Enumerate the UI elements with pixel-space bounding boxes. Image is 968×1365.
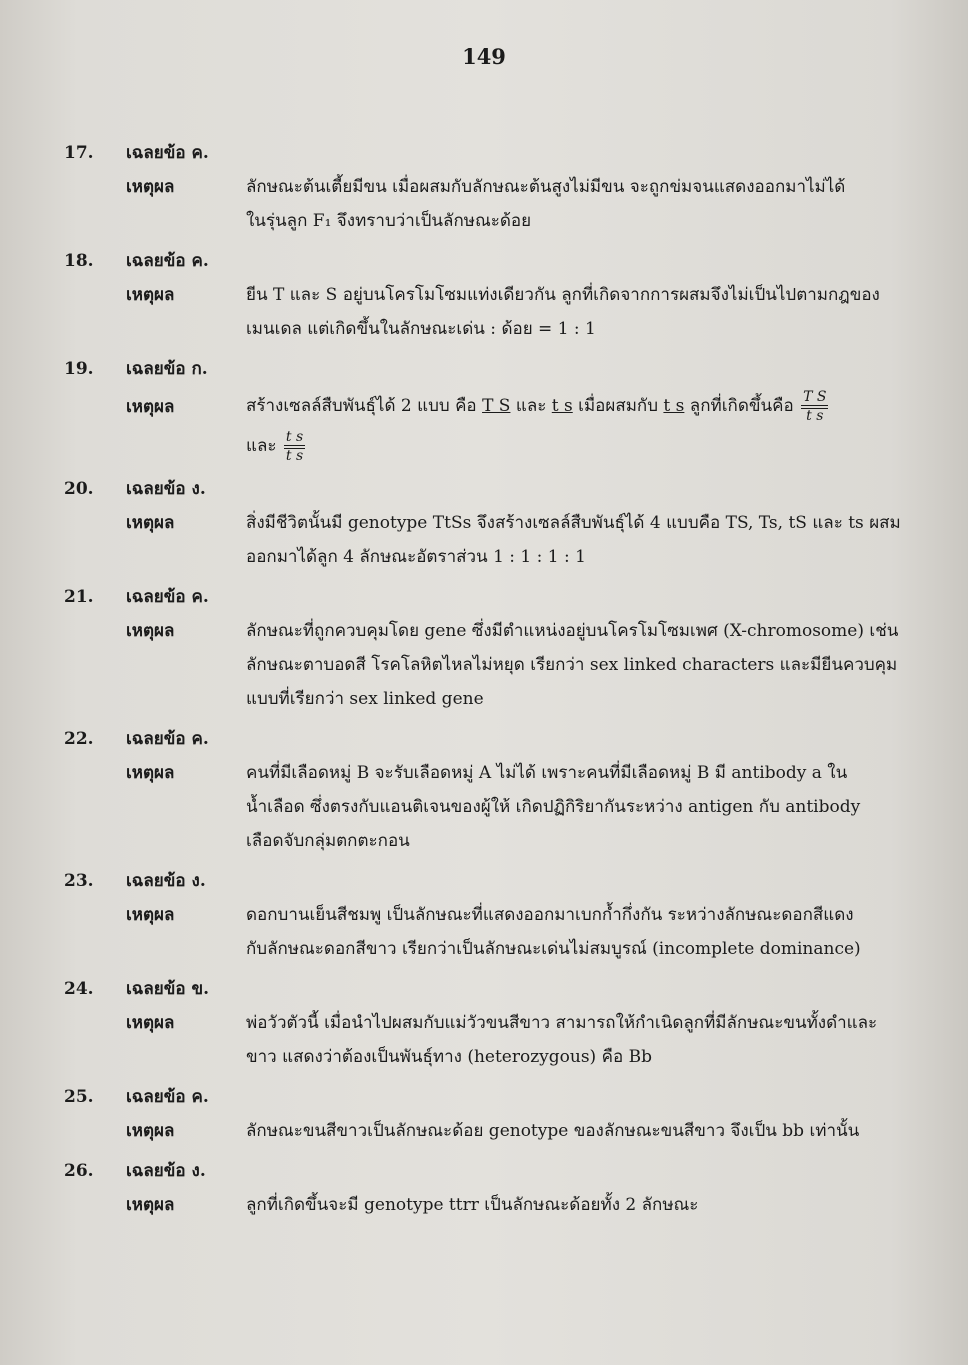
entry-number: 22. bbox=[64, 729, 94, 749]
reason-fragment: เมื่อผสมกับ bbox=[578, 396, 659, 416]
reason-line: ยีน T และ S อยู่บนโครโมโซมแท่งเดียวกัน ลูกที่เกิดจากการผสมจึงไม่เป็นไปตามกฎของ bbox=[246, 285, 880, 305]
entry-number: 17. bbox=[64, 143, 94, 163]
gamete-genotype: t s bbox=[551, 396, 573, 416]
answer-entry bbox=[64, 722, 914, 858]
answer-entry bbox=[64, 136, 914, 238]
reason-line: ดอกบานเย็นสีชมพู เป็นลักษณะที่แสดงออกมาเบกก้ำกึ่งกัน ระหว่างลักษณะดอกสีแดง bbox=[246, 905, 854, 925]
reason-fragment: และ bbox=[246, 436, 277, 456]
answer-label: เฉลยข้อ ข. bbox=[126, 979, 210, 999]
reason-text bbox=[246, 386, 914, 466]
entry-number: 19. bbox=[64, 359, 94, 379]
answer-label: เฉลยข้อ ค. bbox=[126, 143, 209, 163]
fraction-top: t s bbox=[285, 428, 304, 445]
reason-line: ในรุ่นลูก F₁ จึงทราบว่าเป็นลักษณะด้อย bbox=[246, 211, 532, 231]
reason-text bbox=[246, 278, 914, 346]
reason-line: สิ่งมีชีวิตนั้นมี genotype TtSs จึงสร้างเซลล์สืบพันธุ์ได้ 4 แบบคือ TS, Ts, tS และ ts ผสม bbox=[246, 513, 901, 533]
answer-entry bbox=[64, 352, 914, 466]
reason-fragment: สร้างเซลล์สืบพันธุ์ได้ 2 แบบ คือ bbox=[246, 396, 477, 416]
reason-line: ลักษณะตาบอดสี โรคโลหิตไหลไม่หยุด เรียกว่า sex linked characters และมียีนควบคุม bbox=[246, 655, 898, 675]
reason-label: เหตุผล bbox=[126, 285, 175, 305]
reason-line: ลูกที่เกิดขึ้นจะมี genotype ttrr เป็นลักษณะด้อยทั้ง 2 ลักษณะ bbox=[246, 1195, 699, 1215]
reason-line: แบบที่เรียกว่า sex linked gene bbox=[246, 689, 484, 709]
answer-entry bbox=[64, 1080, 914, 1148]
reason-text bbox=[246, 756, 914, 858]
fraction-bottom: t s bbox=[285, 447, 304, 464]
reason-line: เมนเดล แต่เกิดขึ้นในลักษณะเด่น : ด้อย = 1 : 1 bbox=[246, 319, 596, 339]
answer-label: เฉลยข้อ ง. bbox=[126, 479, 206, 499]
entry-number: 20. bbox=[64, 479, 94, 499]
reason-line: ลักษณะต้นเตี้ยมีขน เมื่อผสมกับลักษณะต้นสูงไม่มีขน จะถูกข่มจนแสดงออกมาไม่ได้ bbox=[246, 177, 846, 197]
reason-label: เหตุผล bbox=[126, 1121, 175, 1141]
answer-label: เฉลยข้อ ค. bbox=[126, 587, 209, 607]
reason-label: เหตุผล bbox=[126, 397, 175, 417]
reason-label: เหตุผล bbox=[126, 1195, 175, 1215]
reason-line: กับลักษณะดอกสีขาว เรียกว่าเป็นลักษณะเด่นไม่สมบูรณ์ (incomplete dominance) bbox=[246, 939, 861, 959]
reason-text bbox=[246, 614, 914, 716]
answer-entry bbox=[64, 864, 914, 966]
gamete-genotype: t s bbox=[663, 396, 685, 416]
reason-text bbox=[246, 1006, 914, 1074]
reason-line: ลักษณะที่ถูกควบคุมโดย gene ซึ่งมีตำแหน่งอยู่บนโครโมโซมเพศ (X-chromosome) เช่น bbox=[246, 621, 899, 641]
reason-line: น้ำเลือด ซึ่งตรงกับแอนติเจนของผู้ให้ เกิดปฏิกิริยากันระหว่าง antigen กับ antibody bbox=[246, 797, 861, 817]
reason-line bbox=[246, 386, 914, 426]
answer-label: เฉลยข้อ ค. bbox=[126, 251, 209, 271]
answer-label: เฉลยข้อ ค. bbox=[126, 729, 209, 749]
reason-label: เหตุผล bbox=[126, 905, 175, 925]
entry-number: 21. bbox=[64, 587, 94, 607]
entry-number: 18. bbox=[64, 251, 94, 271]
answer-entry bbox=[64, 580, 914, 716]
answer-entry bbox=[64, 1154, 914, 1222]
reason-label: เหตุผล bbox=[126, 177, 175, 197]
reason-label: เหตุผล bbox=[126, 763, 175, 783]
answer-entry bbox=[64, 972, 914, 1074]
answer-label: เฉลยข้อ ก. bbox=[126, 359, 208, 379]
reason-line: ขาว แสดงว่าต้องเป็นพันธุ์ทาง (heterozygous) คือ Bb bbox=[246, 1047, 652, 1067]
reason-fragment: ลูกที่เกิดขึ้นคือ bbox=[689, 396, 794, 416]
reason-text bbox=[246, 1114, 914, 1148]
reason-line: เลือดจับกลุ่มตกตะกอน bbox=[246, 831, 410, 851]
offspring-genotype-fraction bbox=[284, 430, 305, 464]
reason-text bbox=[246, 1188, 914, 1222]
page-number: 149 bbox=[462, 44, 506, 69]
entry-number: 23. bbox=[64, 871, 94, 891]
offspring-genotype-fraction bbox=[801, 390, 828, 424]
gamete-genotype: T S bbox=[482, 396, 511, 416]
reason-line: ออกมาได้ลูก 4 ลักษณะอัตราส่วน 1 : 1 : 1 : 1 bbox=[246, 547, 586, 567]
answer-list bbox=[64, 136, 914, 1228]
reason-label: เหตุผล bbox=[126, 513, 175, 533]
fraction-top: T S bbox=[803, 388, 827, 405]
entry-number: 26. bbox=[64, 1161, 94, 1181]
fraction-bottom: t s bbox=[806, 407, 824, 424]
reason-line bbox=[246, 426, 914, 466]
reason-line: พ่อวัวตัวนี้ เมื่อนำไปผสมกับแม่วัวขนสีขาว สามารถให้กำเนิดลูกที่มีลักษณะขนทั้งดำและ bbox=[246, 1013, 878, 1033]
reason-label: เหตุผล bbox=[126, 1013, 175, 1033]
reason-text bbox=[246, 506, 914, 574]
answer-label: เฉลยข้อ ง. bbox=[126, 1161, 206, 1181]
reason-text bbox=[246, 170, 914, 238]
reason-line: ลักษณะขนสีขาวเป็นลักษณะด้อย genotype ของลักษณะขนสีขาว จึงเป็น bb เท่านั้น bbox=[246, 1121, 860, 1141]
reason-line: คนที่มีเลือดหมู่ B จะรับเลือดหมู่ A ไม่ได้ เพราะคนที่มีเลือดหมู่ B มี antibody a ใน bbox=[246, 763, 848, 783]
entry-number: 25. bbox=[64, 1087, 94, 1107]
reason-label: เหตุผล bbox=[126, 621, 175, 641]
answer-entry bbox=[64, 472, 914, 574]
answer-entry bbox=[64, 244, 914, 346]
entry-number: 24. bbox=[64, 979, 94, 999]
reason-fragment: และ bbox=[515, 396, 547, 416]
reason-text bbox=[246, 898, 914, 966]
answer-label: เฉลยข้อ ง. bbox=[126, 871, 206, 891]
answer-label: เฉลยข้อ ค. bbox=[126, 1087, 209, 1107]
